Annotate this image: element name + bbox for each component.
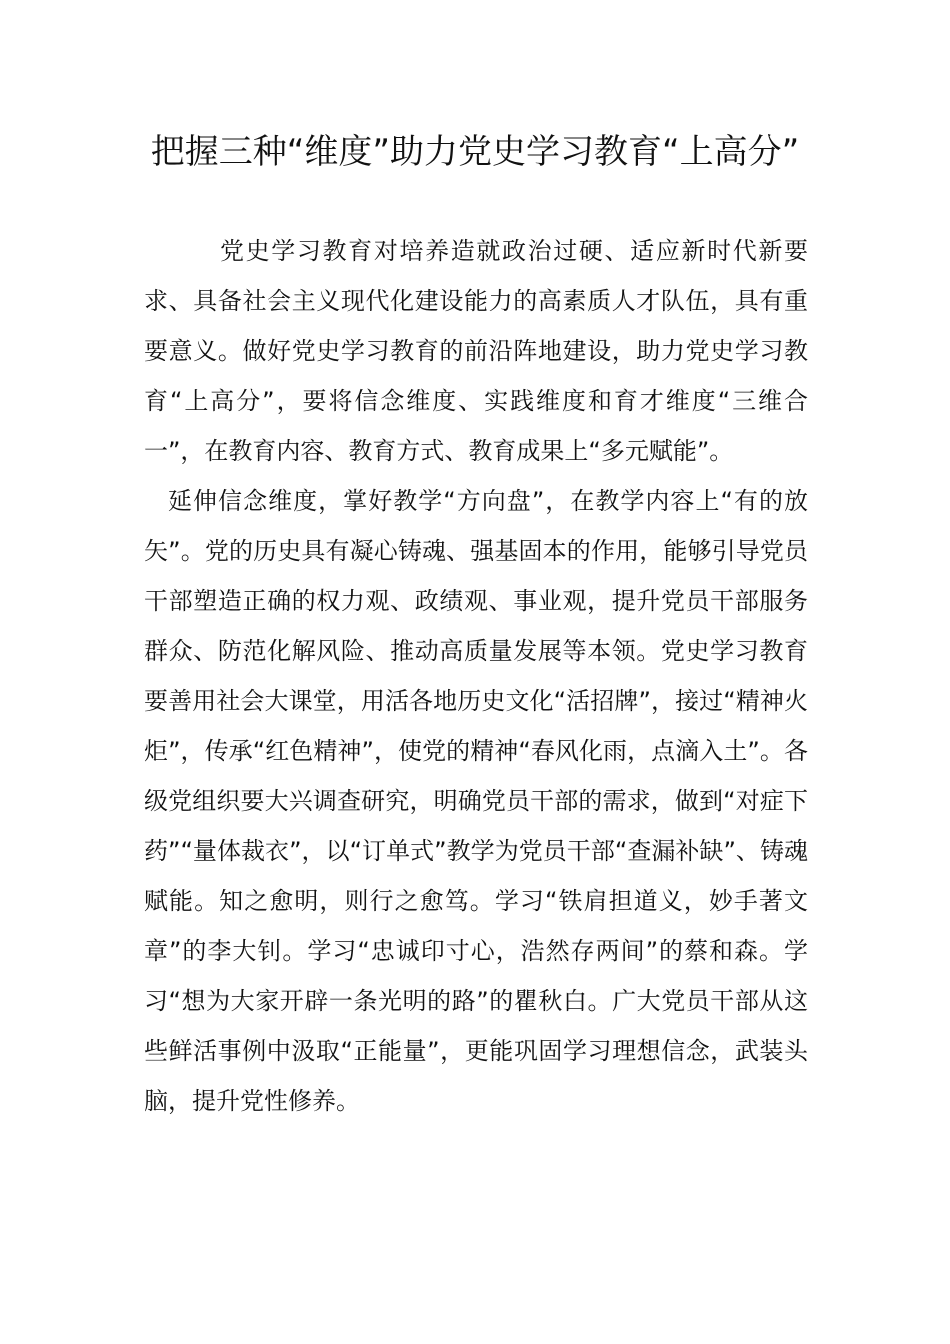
paragraph-belief-dimension: 延伸信念维度，掌好教学“方向盘”，在教学内容上“有的放矢”。党的历史具有凝心铸魂、强基固本的作用，能够引导党员干部塑造正确的权力观、政绩观、事业观，提升党员干部服务群众、防范化解风险、推动高质量发展等本领。党史学习教育要善用社会大课堂，用活各地历史文化“活招牌”，接过“精神火炬”，传承“红色精神”，使党的精神“春风化雨，点滴入土”。各级党组织要大兴调查研究，明确党员干部的需求，做到“对症下药”“量体裁衣”，以“订单式”教学为党员干部“查漏补缺”、铸魂赋能。知之愈明，则行之愈笃。学习“铁肩担道义，妙手著文章”的李大钊。学习“忠诚印寸心，浩然存两间”的蔡和森。学习“想为大家开辟一条光明的路”的瞿秋白。广大党员干部从这些鲜活事例中汲取“正能量”，更能巩固学习理想信念，武装头脑，提升党性修养。	[144, 487, 808, 1115]
document-body	[144, 226, 808, 1126]
paragraph-intro: 党史学习教育对培养造就政治过硬、适应新时代新要求、具备社会主义现代化建设能力的高素质人才队伍，具有重要意义。做好党史学习教育的前沿阵地建设，助力党史学习教育“上高分”，要将信念维度、实践维度和育才维度“三维合一”，在教育内容、教育方式、教育成果上“多元赋能”。	[144, 237, 808, 465]
document-title: 把握三种“维度”助力党史学习教育“上高分”	[150, 132, 800, 172]
